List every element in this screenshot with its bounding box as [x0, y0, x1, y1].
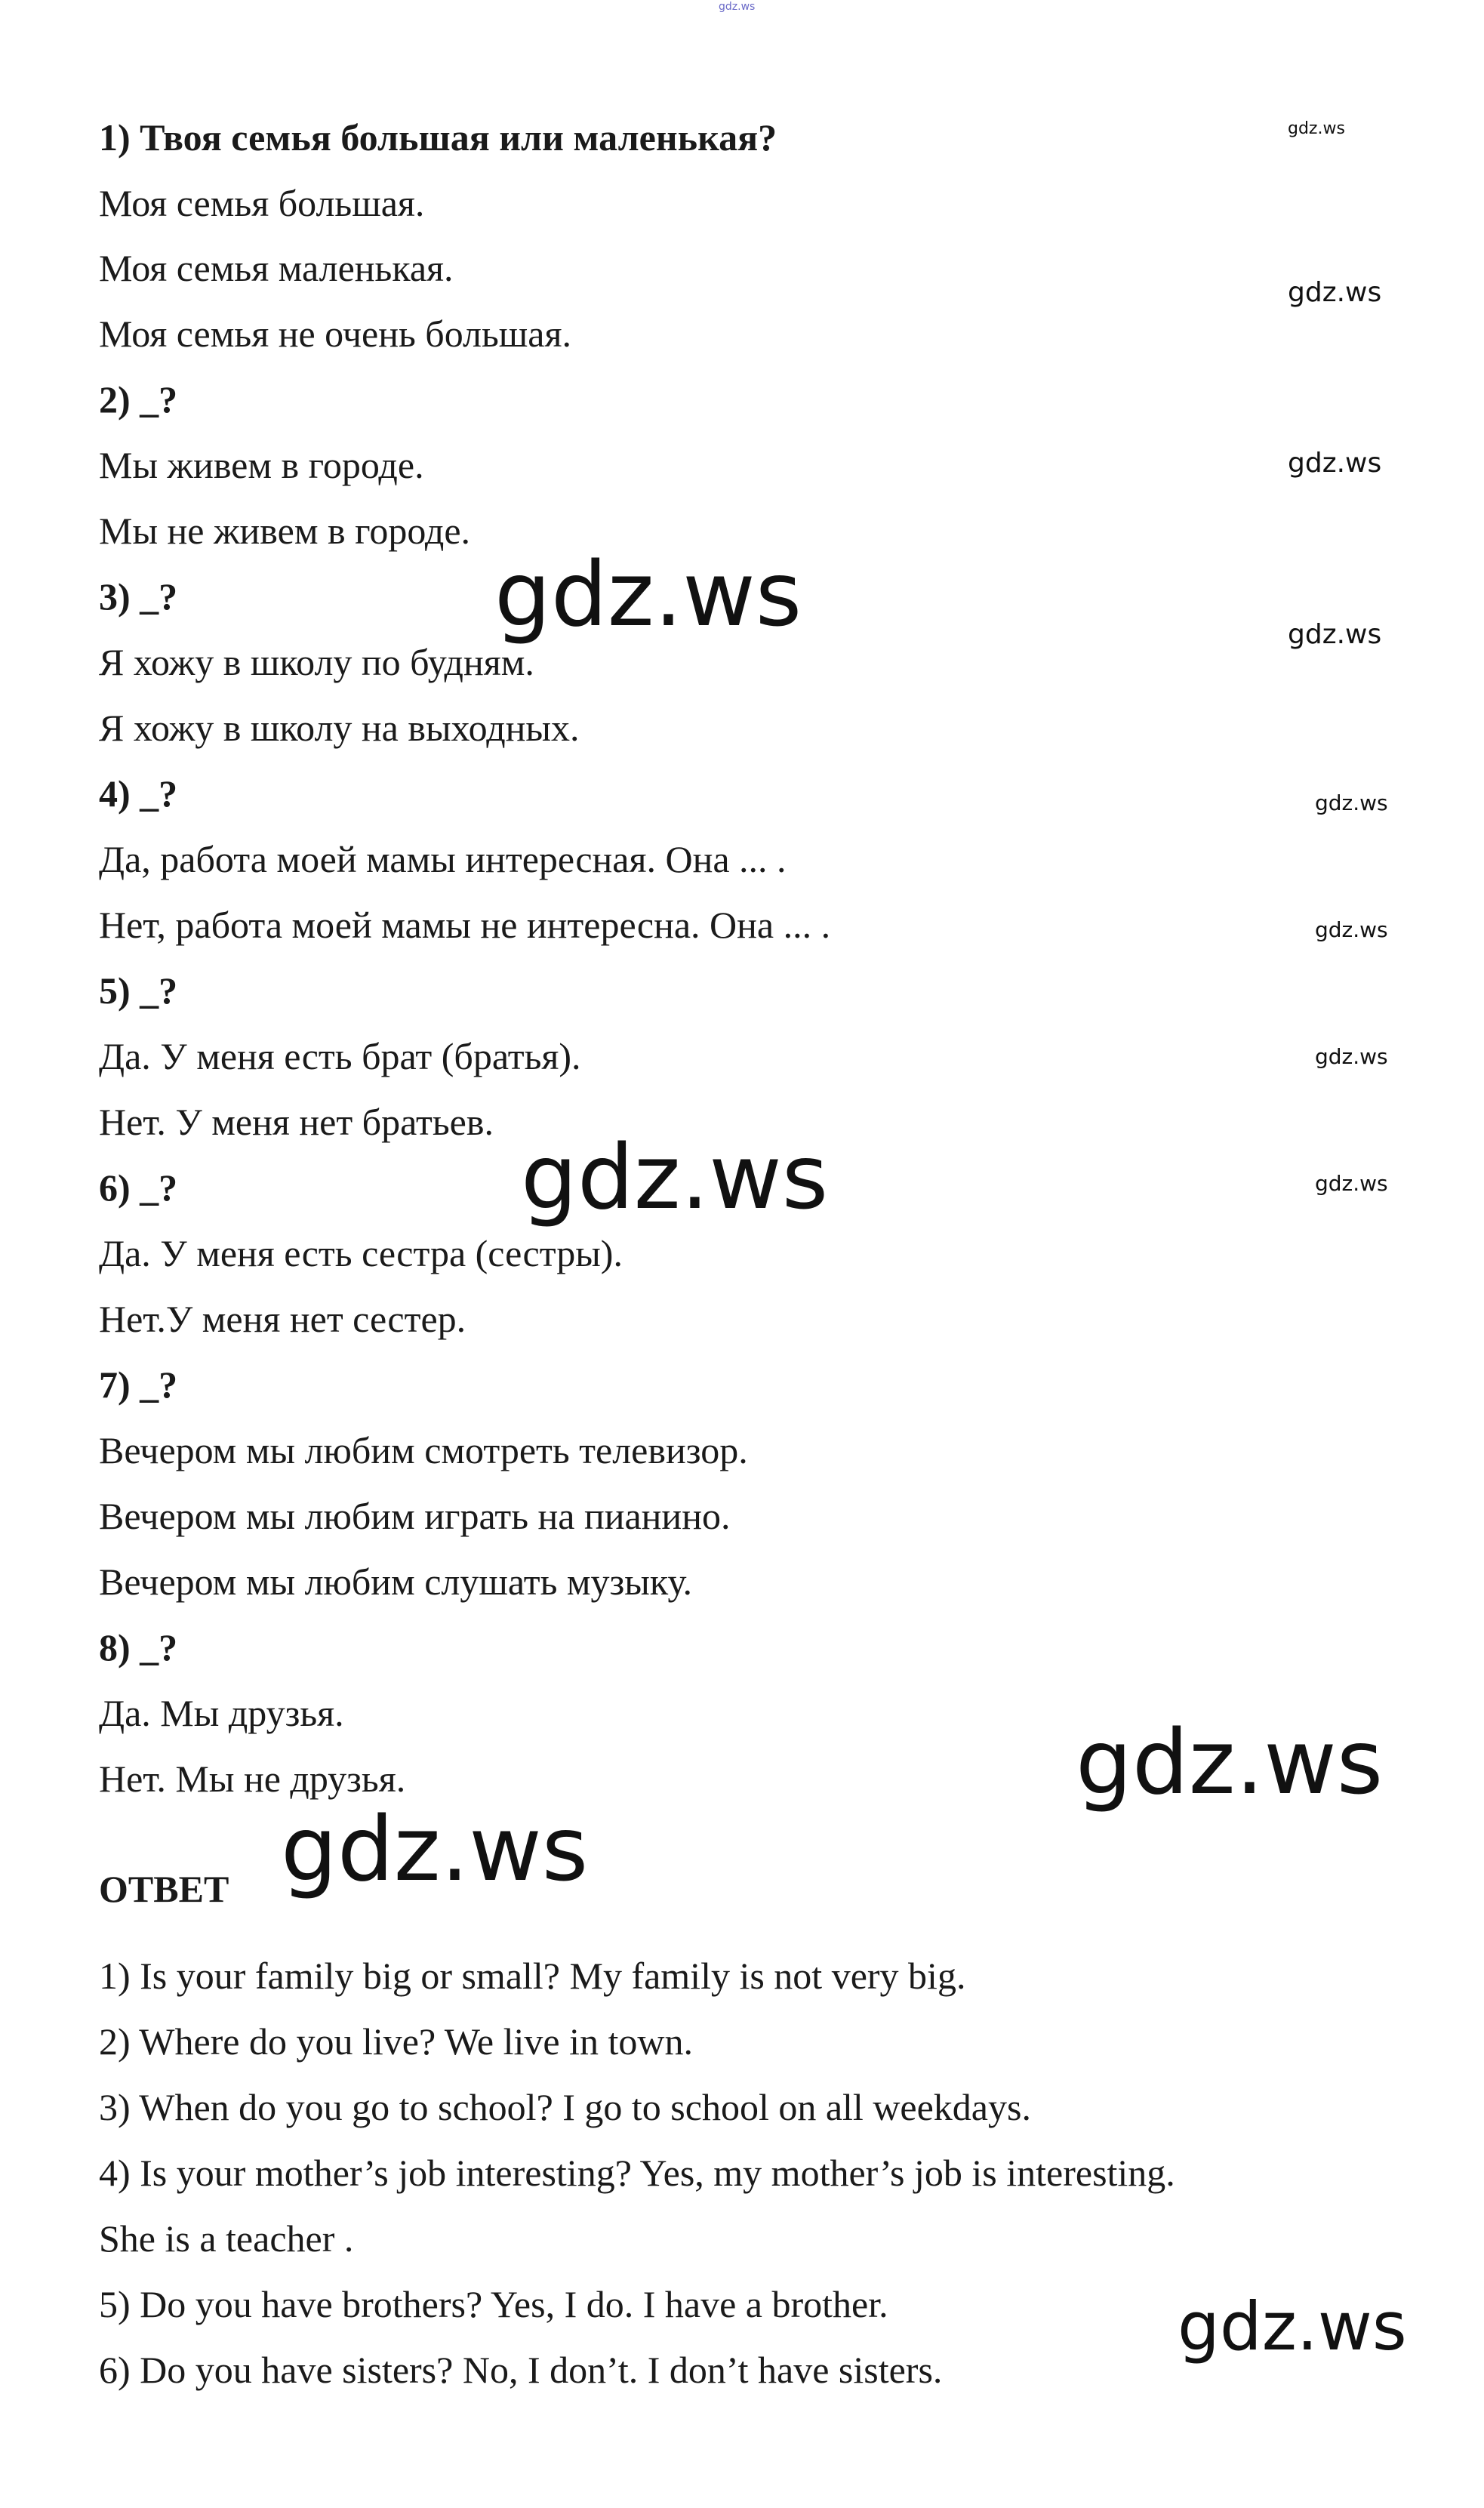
answer-option: Мы не живем в городе.	[99, 510, 471, 552]
answer-option: Я хожу в школу на выходных.	[99, 707, 580, 749]
question-label: 3) _?	[99, 575, 178, 618]
question-label: 7) _?	[99, 1363, 178, 1406]
answer-option: Мы живем в городе.	[99, 444, 424, 486]
answer-option: Нет. Мы не друзья.	[99, 1758, 406, 1800]
question-label: 8) _?	[99, 1626, 178, 1668]
watermark-top: gdz.ws	[719, 1, 756, 13]
answer-line: 1) Is your family big or small? My family is not very big.	[99, 1955, 966, 1997]
answer-option: Вечером мы любим играть на пианино.	[99, 1495, 731, 1537]
answer-option: Моя семья маленькая.	[99, 247, 454, 289]
watermark-side: gdz.ws	[1315, 1171, 1388, 1196]
answer-option: Вечером мы любим слушать музыку.	[99, 1561, 692, 1603]
watermark-side: gdz.ws	[1288, 277, 1382, 308]
watermark-side: gdz.ws	[1288, 448, 1382, 479]
watermark-side: gdz.ws	[1288, 119, 1345, 138]
answer-option: Да. У меня есть брат (братья).	[99, 1035, 581, 1077]
watermark-side: gdz.ws	[1288, 619, 1382, 650]
answer-line: 3) When do you go to school? I go to school on all weekdays.	[99, 2086, 1031, 2128]
answer-option: Моя семья большая.	[99, 182, 425, 224]
watermark-side: gdz.ws	[1315, 917, 1388, 942]
answer-line: 2) Where do you live? We live in town.	[99, 2020, 693, 2063]
watermark-large: gdz.ws	[494, 542, 802, 646]
question-label: 5) _?	[99, 969, 178, 1012]
answer-line: She is a teacher .	[99, 2217, 354, 2260]
watermark-large: gdz.ws	[1178, 2288, 1407, 2365]
answer-line: 5) Do you have brothers? Yes, I do. I have a brother.	[99, 2283, 888, 2325]
question-label: 4) _?	[99, 772, 178, 815]
watermark-side: gdz.ws	[1315, 1044, 1388, 1069]
answer-option: Вечером мы любим смотреть телевизор.	[99, 1429, 748, 1471]
answer-option: Нет. У меня нет братьев.	[99, 1101, 494, 1143]
question-label: 6) _?	[99, 1166, 178, 1209]
answer-option: Моя семья не очень большая.	[99, 313, 571, 355]
question-label: 2) _?	[99, 378, 178, 421]
watermark-large: gdz.ws	[521, 1125, 829, 1229]
answer-option: Да. Мы друзья.	[99, 1692, 344, 1734]
answer-line: 4) Is your mother’s job interesting? Yes, my mother’s job is interesting.	[99, 2152, 1175, 2194]
question-label: 1) Твоя семья большая или маленькая?	[99, 116, 777, 159]
watermark-large: gdz.ws	[281, 1797, 589, 1901]
answer-option: Нет.У меня нет сестер.	[99, 1298, 466, 1340]
watermark-large: gdz.ws	[1076, 1710, 1384, 1814]
answer-option: Нет, работа моей мамы не интересна. Она ... .	[99, 904, 831, 946]
answer-heading: ОТВЕТ	[99, 1868, 229, 1910]
answer-option: Я хожу в школу по будням.	[99, 641, 534, 683]
watermark-side: gdz.ws	[1315, 790, 1388, 815]
answer-option: Да. У меня есть сестра (сестры).	[99, 1232, 623, 1274]
answer-line: 6) Do you have sisters? No, I don’t. I don’t have sisters.	[99, 2349, 943, 2391]
answer-option: Да, работа моей мамы интересная. Она ... .	[99, 838, 787, 880]
